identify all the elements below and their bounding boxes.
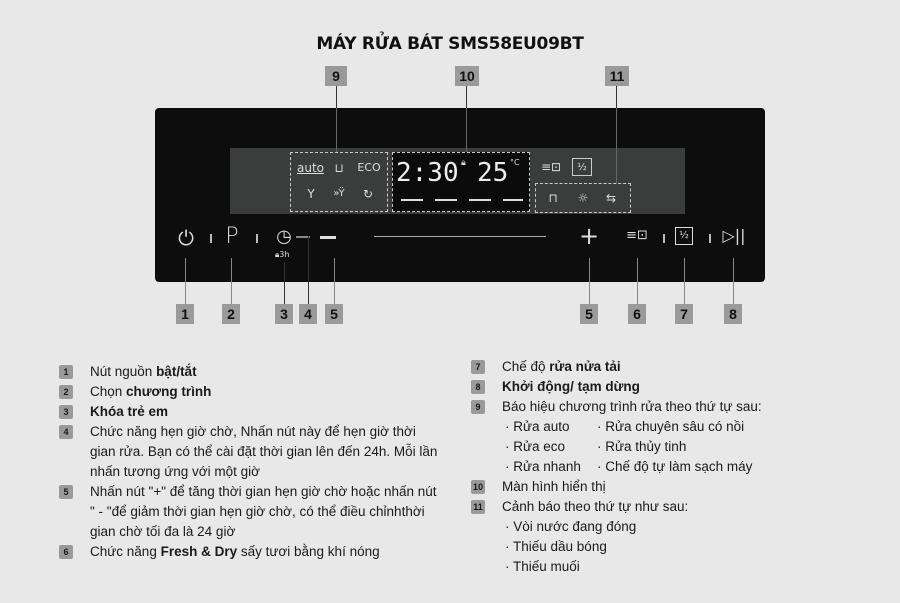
- legend-text: [90, 482, 439, 542]
- legend-text: [502, 377, 831, 397]
- callout-line: [231, 258, 232, 304]
- legend-number: 4: [59, 425, 73, 439]
- callout-8: 8: [724, 304, 742, 324]
- fresh-dry-button[interactable]: ≡⊡: [626, 228, 648, 243]
- legend-text-pre: Chức năng: [90, 544, 161, 559]
- legend-text: [90, 362, 439, 382]
- callout-5-minus: 5: [325, 304, 343, 324]
- program-list: [471, 417, 831, 477]
- child-lock-duration: 3h: [279, 250, 290, 259]
- callout-line: [637, 258, 638, 304]
- legend-right: [471, 357, 831, 577]
- callout-line: [589, 258, 590, 304]
- divider: [709, 234, 711, 243]
- legend-text: Cảnh báo theo thứ tự như sau:: [502, 499, 689, 514]
- slider-track: [374, 236, 546, 237]
- callout-10: 10: [455, 66, 479, 86]
- callout-4: 4: [299, 304, 317, 324]
- legend-text-pre: Chọn: [90, 384, 127, 399]
- legend-text-pre: Nút nguồn: [90, 364, 157, 379]
- legend-number: 5: [59, 485, 73, 499]
- rinse-aid-icon: ☼: [577, 191, 589, 205]
- legend-number: 10: [472, 482, 483, 492]
- main-display: [392, 152, 530, 212]
- program-list-item: · Rửa thủy tinh: [597, 439, 687, 454]
- legend-text-bold: Khởi động/ tạm dừng: [502, 379, 640, 394]
- glass-icon: Y: [307, 187, 315, 201]
- temp-unit: °C: [510, 158, 520, 167]
- callout-line: [616, 108, 617, 183]
- power-button[interactable]: ⏻: [178, 226, 194, 250]
- minus-button[interactable]: [320, 236, 336, 239]
- callout-7: 7: [675, 304, 693, 324]
- lock-icon: 🔒︎: [461, 158, 466, 168]
- half-load-indicator-icon: ½: [572, 158, 592, 176]
- callout-5-plus: 5: [580, 304, 598, 324]
- legend-text-pre: Chức năng hẹn giờ chờ, Nhấn nút này để hẹn giờ thời gian rửa. Bạn có thể cài đặt thời gian lên đến 24h. Mỗi lần nhấn tương ứng với một giờ: [90, 424, 438, 479]
- program-indicators: [290, 152, 388, 212]
- legend-number: 9: [471, 400, 485, 414]
- legend-number: 11: [471, 500, 485, 514]
- legend-item: [471, 477, 831, 497]
- program-list-item: · Rửa chuyên sâu có nồi: [597, 419, 745, 434]
- callout-line: [684, 258, 685, 304]
- callout-11: 11: [605, 66, 629, 86]
- callout-1: 1: [176, 304, 194, 324]
- warning-list-item: · Thiếu muối: [505, 559, 580, 574]
- auto-program-icon: auto: [297, 161, 325, 175]
- callout-line: [466, 108, 467, 152]
- callout-line: [336, 108, 337, 152]
- callout-line: [334, 258, 335, 304]
- legend-number: 6: [59, 545, 73, 559]
- callout-3: 3: [275, 304, 293, 324]
- warning-list-item: · Vòi nước đang đóng: [505, 519, 637, 534]
- legend-number: 1: [59, 365, 73, 379]
- fresh-dry-indicator-icon: ≡⊡: [540, 160, 562, 174]
- legend-item: [471, 497, 831, 517]
- legend-text: [90, 402, 439, 422]
- legend-text-bold: rửa nửa tải: [549, 359, 621, 374]
- legend-number: 3: [59, 405, 73, 419]
- segment-dashes: [401, 199, 523, 201]
- legend-item: [471, 377, 831, 397]
- legend-text-pre: Báo hiệu chương trình rửa theo thứ tự sau:: [502, 399, 762, 414]
- temp-readout: 25: [477, 158, 509, 188]
- divider: [256, 234, 258, 243]
- water-tap-icon: ⊓: [548, 191, 558, 205]
- legend-text: [502, 357, 831, 377]
- quick-wash-icon: »Ÿ: [333, 188, 345, 199]
- self-clean-icon: ↻: [362, 187, 374, 201]
- child-lock-label: 🔒︎3h: [275, 250, 290, 259]
- legend-item: [59, 422, 439, 482]
- program-list-item: · Rửa nhanh: [505, 459, 581, 474]
- legend-item: [59, 382, 439, 402]
- legend-text: [90, 542, 439, 562]
- warning-indicators: [535, 183, 631, 213]
- legend-item: [59, 542, 439, 562]
- legend-item: [471, 397, 831, 417]
- callout-line: [284, 262, 285, 304]
- half-load-button[interactable]: ½: [675, 227, 693, 245]
- start-pause-button[interactable]: ▷||: [722, 226, 746, 245]
- legend-left: [59, 362, 439, 562]
- legend-text-pre: Chế độ: [502, 359, 550, 374]
- program-button[interactable]: P: [225, 224, 239, 249]
- legend-text: [502, 397, 831, 417]
- legend-text: [90, 382, 439, 402]
- legend-item: [59, 402, 439, 422]
- legend-item: [471, 357, 831, 377]
- legend-number: 7: [471, 360, 485, 374]
- salt-icon: ⇆: [605, 191, 617, 205]
- legend-item: [59, 482, 439, 542]
- program-list-item: · Rửa auto: [505, 419, 570, 434]
- legend-text-pre: Nhấn nút "+" để tăng thời gian hẹn giờ chờ hoặc nhấn nút " - "để giảm thời gian hẹn giờ chờ, có thể điều chỉnhthời gian chờ tối đa là 24 giờ: [90, 484, 437, 539]
- callout-6: 6: [628, 304, 646, 324]
- divider: [210, 234, 212, 243]
- program-list-item: · Rửa eco: [505, 439, 566, 454]
- legend-number: 2: [59, 385, 73, 399]
- legend-text: [90, 422, 439, 482]
- callout-9: 9: [325, 66, 347, 86]
- callout-2: 2: [222, 304, 240, 324]
- pot-icon: ⊔: [334, 161, 344, 175]
- time-readout: 2:30: [396, 158, 459, 188]
- divider: [663, 234, 665, 243]
- warning-list-item: · Thiếu dầu bóng: [505, 539, 607, 554]
- page-title: MÁY RỬA BÁT SMS58EU09BT: [316, 34, 584, 54]
- program-list-item: · Chế độ tự làm sạch máy: [597, 459, 753, 474]
- legend-text-bold: Khóa trẻ em: [90, 404, 169, 419]
- legend-text-bold: Fresh & Dry: [160, 544, 238, 559]
- legend-text-post: sấy tươi bằng khí nóng: [237, 544, 380, 559]
- eco-icon: ECO: [357, 161, 381, 174]
- delay-timer-button[interactable]: ◷: [276, 226, 292, 247]
- legend-item: [59, 362, 439, 382]
- callout-line: [733, 258, 734, 304]
- callout-line: [185, 258, 186, 304]
- callout-line: [308, 236, 309, 304]
- legend-text: Màn hình hiển thị: [502, 479, 606, 494]
- legend-text-bold: chương trình: [126, 384, 212, 399]
- legend-text-bold: bật/tắt: [156, 364, 197, 379]
- legend-number: 8: [471, 380, 485, 394]
- plus-button[interactable]: +: [578, 222, 600, 250]
